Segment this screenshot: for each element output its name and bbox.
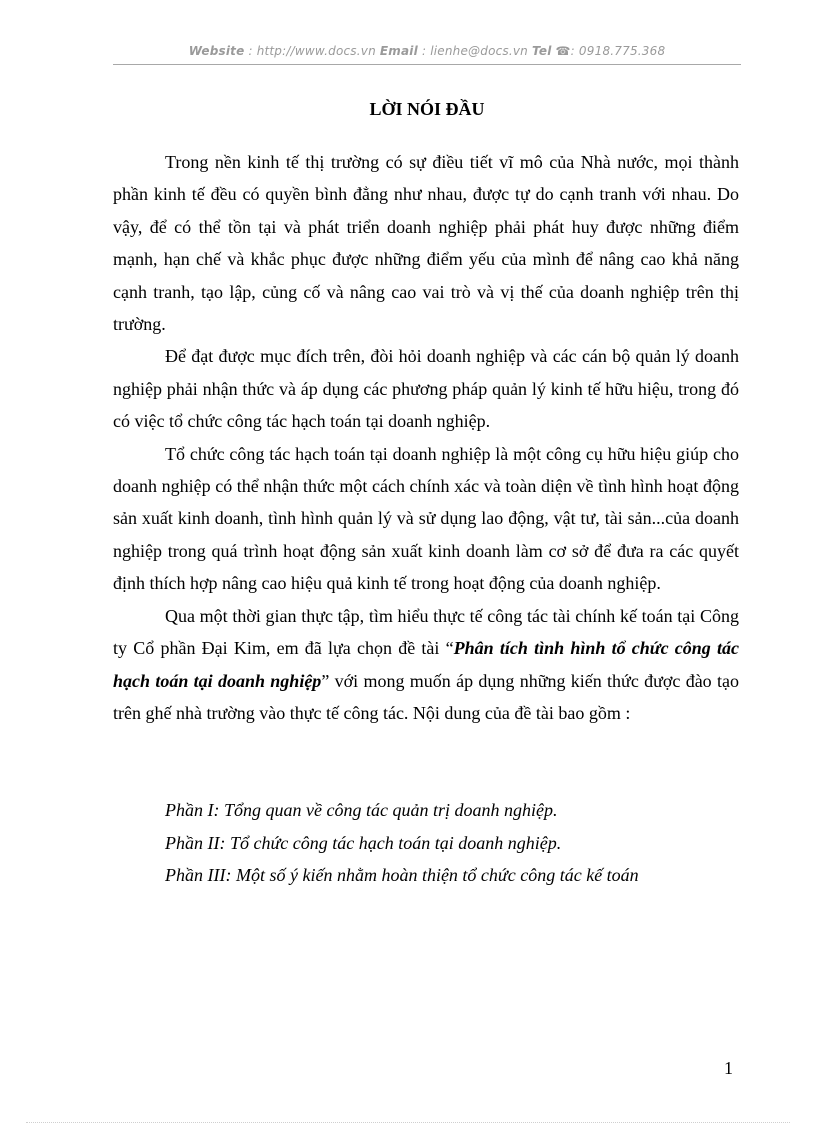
- page-number: 1: [724, 1058, 733, 1078]
- paragraph-4: [113, 600, 739, 730]
- website-label: Website: [188, 44, 245, 58]
- paragraph-4-tail: ” với mong muốn áp dụng những kiến thức được đào tạo trên ghế nhà trường vào thực tế công tác. Nội dung của đề tài bao gồm :: [113, 670, 739, 723]
- page-header: [113, 44, 741, 58]
- parts-list: [165, 794, 745, 892]
- paragraph-4-lead: Qua một thời gian thực tập, tìm hiểu thực tế công tác tài chính kế toán tại Công ty Cổ phần Đại Kim, em đã lựa chọn đề tài “: [113, 605, 739, 659]
- email-label: Email: [379, 44, 418, 58]
- email-value: : lienhe@docs.vn: [421, 44, 528, 58]
- paragraph-3: Tổ chức công tác hạch toán tại doanh nghiệp là một công cụ hữu hiệu giúp cho doanh nghiệp có thể nhận thức một cách chính xác và toàn diện về tình hình hoạt động sản xuất kinh doanh, tình hình quản lý và sử dụng lao động, vật tư, tài sản...của doanh nghiệp trong quá trình hoạt động sản xuất kinh doanh làm cơ sở để đưa ra các quyết định thích hợp nâng cao hiệu quả kinh tế trong hoạt động của doanh nghiệp.: [113, 443, 739, 594]
- website-value: : http://www.docs.vn: [248, 44, 376, 58]
- part-item: Phần II: Tổ chức công tác hạch toán tại doanh nghiệp.: [165, 832, 562, 853]
- paragraph-1: Trong nền kinh tế thị trường có sự điều tiết vĩ mô của Nhà nước, mọi thành phần kinh tế đều có quyền bình đẳng như nhau, được tự do cạnh tranh với nhau. Do vậy, để có thể tồn tại và phát triển doanh nghiệp phải phát huy được những điểm mạnh, hạn chế và khắc phục được những điểm yếu của mình để nâng cao khả năng cạnh tranh, tạo lập, củng cố và nâng cao vai trò và vị thế của doanh nghiệp trên thị trường.: [113, 152, 739, 335]
- part-item: Phần I: Tổng quan về công tác quản trị doanh nghiệp.: [165, 800, 558, 820]
- part-item: Phần III: Một số ý kiến nhằm hoàn thiện tổ chức công tác kế toán: [165, 865, 639, 885]
- tel-label: Tel: [532, 44, 552, 58]
- paragraph-2: Để đạt được mục đích trên, đòi hỏi doanh nghiệp và các cán bộ quản lý doanh nghiệp phải nhận thức và áp dụng các phương pháp quản lý kinh tế hữu hiệu, trong đó có việc tổ chức công tác hạch toán tại doanh nghiệp.: [113, 346, 739, 432]
- header-divider: [113, 64, 741, 65]
- page-title: LỜI NÓI ĐẦU: [369, 99, 485, 119]
- tel-value: ☎: 0918.775.368: [555, 44, 666, 58]
- document-body: [113, 146, 739, 729]
- topic-title: Phân tích tình hình tổ chức công tác hạch toán tại doanh nghiệp: [113, 638, 739, 691]
